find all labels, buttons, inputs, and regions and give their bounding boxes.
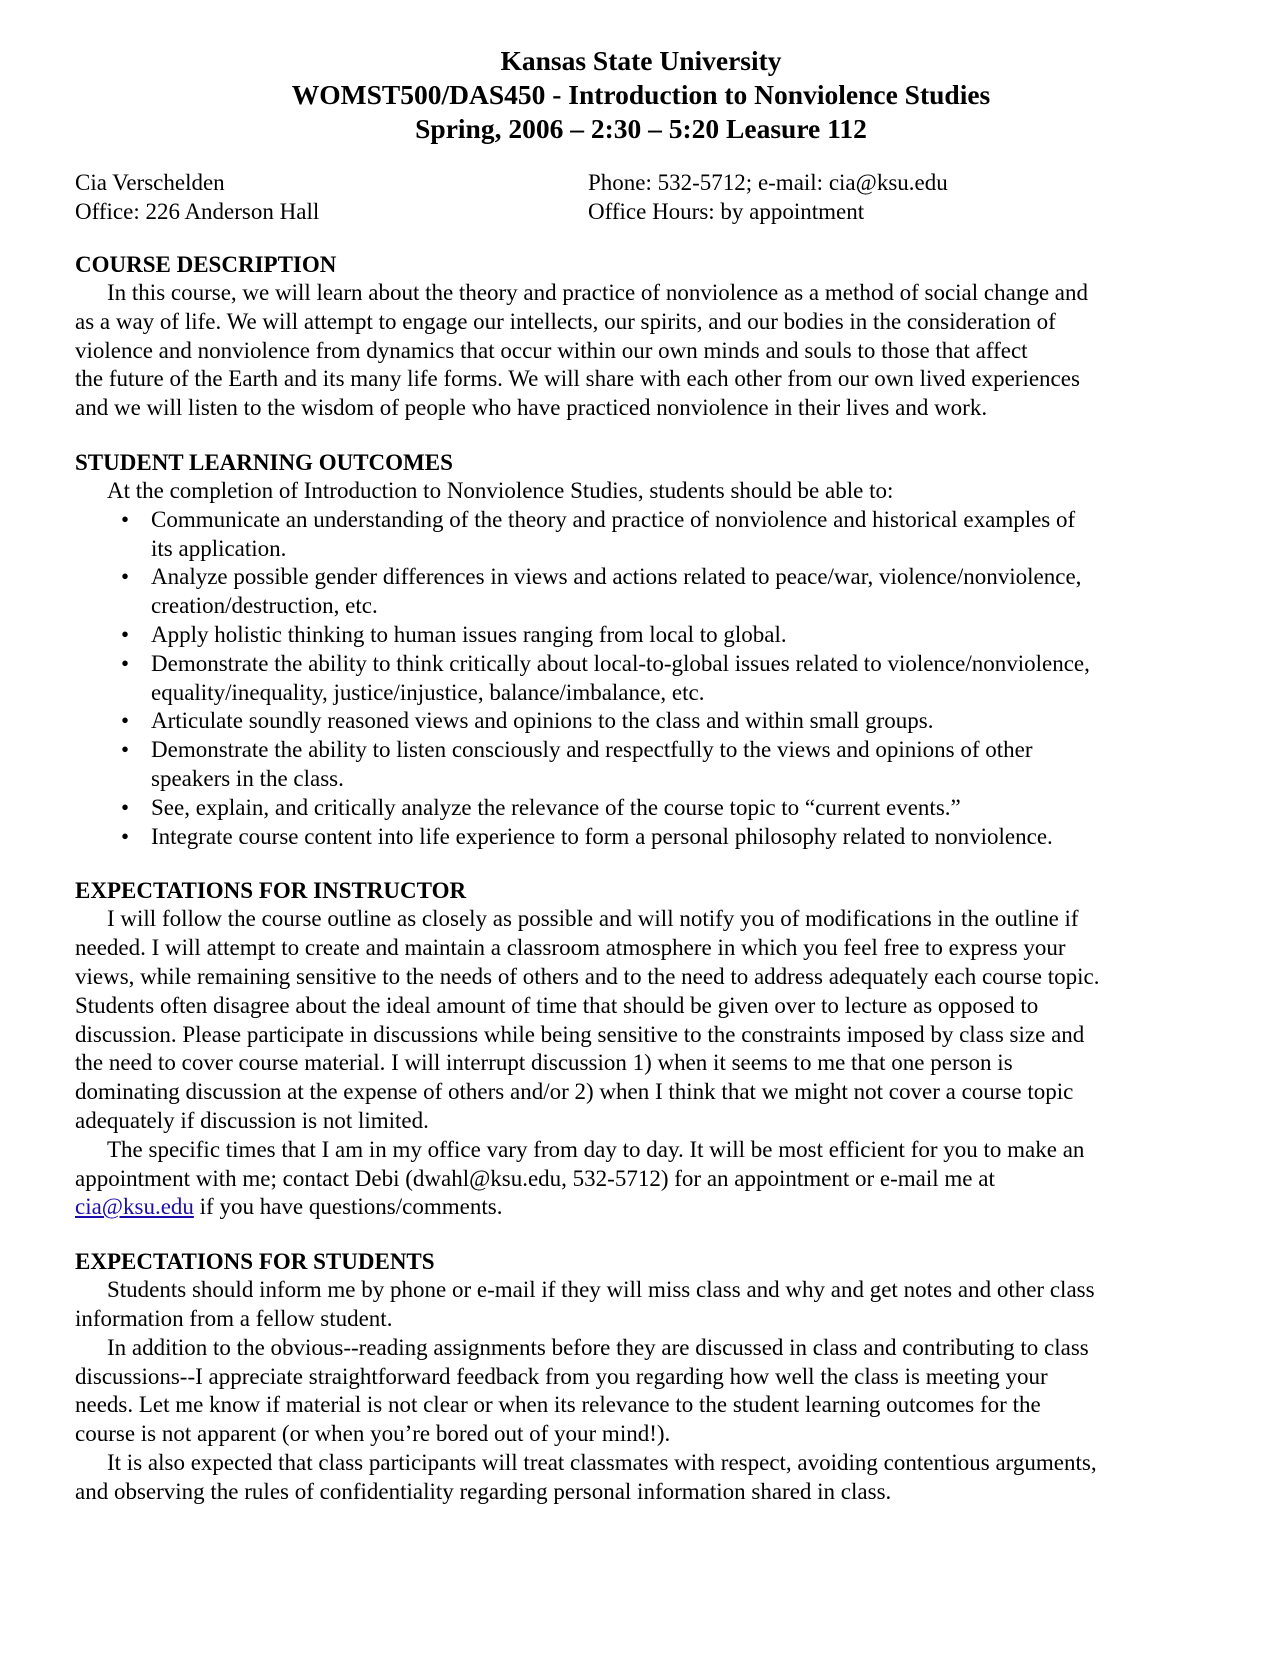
instructor-info <box>75 168 1207 226</box>
student-expectations-text <box>75 1276 1207 1506</box>
text-line: needs. Let me know if material is not clear or when its relevance to the student learning outcomes for the <box>75 1392 1041 1418</box>
bullet-icon: • <box>120 621 130 647</box>
learning-outcomes-section <box>75 448 1207 851</box>
bullet-icon: • <box>120 737 130 763</box>
text-line: It is also expected that class participants will treat classmates with respect, avoiding contentious arguments, <box>107 1449 1097 1475</box>
document-title <box>75 44 1207 146</box>
instructor-contact: Phone: 532-5712; e-mail: cia@ksu.edu <box>588 170 948 195</box>
bullet-icon: • <box>120 506 130 532</box>
learning-outcomes-list <box>75 506 1207 852</box>
list-item: • Demonstrate the ability to listen consciously and respectfully to the views and opinions of other speakers in the class. <box>120 737 1033 791</box>
text-line: violence and nonviolence from dynamics that occur within our own minds and souls to those that affect <box>75 337 1028 363</box>
text-line: Students often disagree about the ideal amount of time that should be given over to lecture as opposed to <box>75 992 1039 1018</box>
text-line: and observing the rules of confidentiality regarding personal information shared in class. <box>75 1478 892 1504</box>
text-line: The specific times that I am in my office vary from day to day. It will be most efficient for you to make an <box>107 1136 1085 1162</box>
bullet-icon: • <box>120 650 130 676</box>
text-line: needed. I will attempt to create and maintain a classroom atmosphere in which you feel free to express your <box>75 935 1066 961</box>
university-title: Kansas State University <box>500 45 782 76</box>
list-item: • Communicate an understanding of the theory and practice of nonviolence and historical examples of its application. <box>120 506 1076 561</box>
instructor-office: Office: 226 Anderson Hall <box>75 199 320 224</box>
instructor-email-link[interactable]: cia@ksu.edu <box>75 1194 194 1220</box>
text-line: In this course, we will learn about the theory and practice of nonviolence as a method of social change and <box>107 280 1088 305</box>
term-info: Spring, 2006 – 2:30 – 5:20 Leasure 112 <box>415 113 867 144</box>
instructor-expectations-heading: EXPECTATIONS FOR INSTRUCTOR <box>75 878 467 904</box>
text-line: course is not apparent (or when you’re bored out of your mind!). <box>75 1421 671 1447</box>
course-description-section <box>75 250 1207 423</box>
instructor-expectations-section <box>75 876 1207 1222</box>
text-line: information from a fellow student. <box>75 1305 393 1331</box>
bullet-icon: • <box>120 708 130 734</box>
list-item: • Demonstrate the ability to think critically about local-to-global issues related to violence/nonviolence, equality/inequality, justice/injustice, balance/imbalance, etc. <box>120 650 1090 705</box>
text-line: Students should inform me by phone or e-mail if they will miss class and why and get notes and other class <box>107 1277 1095 1303</box>
course-title: WOMST500/DAS450 - Introduction to Nonviolence Studies <box>291 79 991 110</box>
text-line: the need to cover course material. I will interrupt discussion 1) when it seems to me that one person is <box>75 1050 1013 1076</box>
text-line: the future of the Earth and its many life forms. We will share with each other from our own lived experiences <box>75 366 1080 392</box>
list-item: • Articulate soundly reasoned views and opinions to the class and within small groups. <box>75 707 1207 736</box>
text-line: In addition to the obvious--reading assignments before they are discussed in class and contributing to class <box>107 1334 1089 1360</box>
text-line: discussions--I appreciate straightforward feedback from you regarding how well the class is meeting your <box>75 1363 1048 1389</box>
student-expectations-section <box>75 1247 1207 1506</box>
bullet-icon: • <box>120 794 130 820</box>
course-description-heading: COURSE DESCRIPTION <box>75 252 337 277</box>
instructor-expectations-text <box>75 905 1207 1222</box>
bullet-icon: • <box>120 823 130 849</box>
student-expectations-heading: EXPECTATIONS FOR STUDENTS <box>75 1249 435 1275</box>
instructor-name: Cia Verschelden <box>75 170 225 195</box>
text-line: cia@ksu.edu if you have questions/comments. <box>75 1194 503 1220</box>
text-line: dominating discussion at the expense of others and/or 2) when I think that we might not cover a course topic <box>75 1079 1074 1105</box>
text-line: as a way of life. We will attempt to engage our intellects, our spirits, and our bodies in the consideration of <box>75 308 1056 334</box>
learning-outcomes-heading: STUDENT LEARNING OUTCOMES <box>75 449 453 475</box>
bullet-icon: • <box>120 564 130 590</box>
list-item: • Integrate course content into life experience to form a personal philosophy related to nonviolence. <box>75 823 1207 852</box>
learning-outcomes-intro: At the completion of Introduction to Nonviolence Studies, students should be able to: <box>107 477 894 503</box>
list-item: • Apply holistic thinking to human issues ranging from local to global. <box>75 621 1207 650</box>
list-item: • See, explain, and critically analyze the relevance of the course topic to “current events.” <box>75 794 1207 823</box>
text-line: appointment with me; contact Debi (dwahl@ksu.edu, 532-5712) for an appointment or e-mail me at <box>75 1165 995 1191</box>
syllabus-page <box>75 44 1207 1506</box>
text-line: I will follow the course outline as closely as possible and will notify you of modifications in the outline if <box>107 906 1079 932</box>
text-line: discussion. Please participate in discussions while being sensitive to the constraints imposed by class size and <box>75 1021 1085 1047</box>
list-item: • Analyze possible gender differences in views and actions related to peace/war, violence/nonviolence, creation/destruction, etc. <box>120 564 1082 619</box>
text-line: views, while remaining sensitive to the needs of others and to the need to address adequately each course topic. <box>75 963 1100 989</box>
course-description-text <box>75 279 1207 423</box>
text-line: adequately if discussion is not limited. <box>75 1107 429 1133</box>
text-line: and we will listen to the wisdom of people who have practiced nonviolence in their lives and work. <box>75 395 988 421</box>
instructor-office-hours: Office Hours: by appointment <box>588 199 865 224</box>
